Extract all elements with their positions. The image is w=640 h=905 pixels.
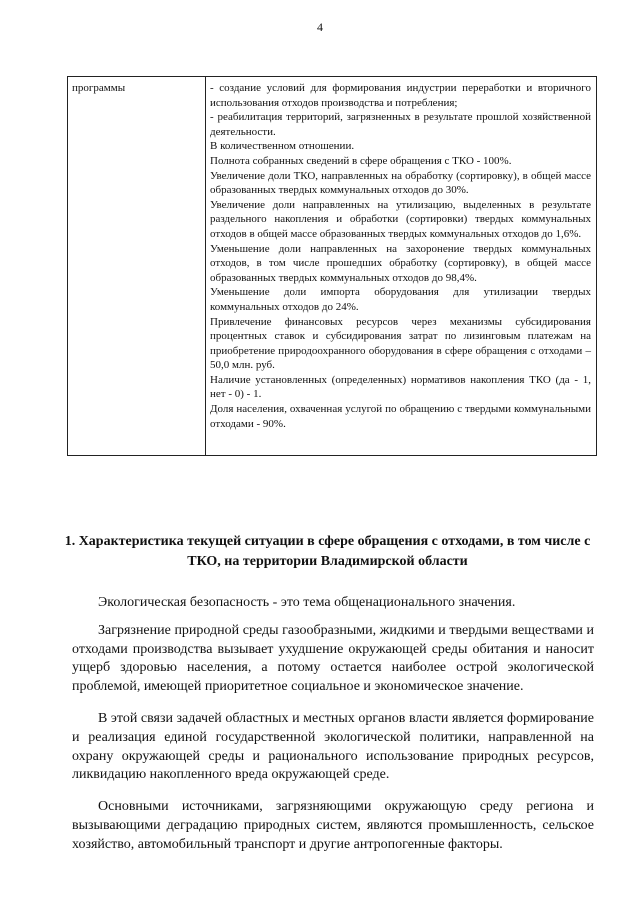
- table-label: программы: [72, 82, 126, 94]
- table-line: Увеличение доли направленных на утилизацию, выделенных в результате раздельного накопления и обработки (сортировки) твердых коммунальных отходов в общей массе образованных твердых коммунальных отходов до 1,6%.: [210, 198, 591, 240]
- table-content-cell: [206, 77, 597, 456]
- paragraph: Основными источниками, загрязняющими окружающую среду региона и вызывающими деградацию природных систем, являются промышленность, сельское хозяйство, автомобильный транспорт и другие антропогенные факторы.: [72, 799, 594, 852]
- section-heading: 1. Характеристика текущей ситуации в сфере обращения с отходами, в том числе с ТКО, на территории Владимирской области: [64, 534, 591, 569]
- table-line: Увеличение доли ТКО, направленных на обработку (сортировку), в общей массе образованных твердых коммунальных отходов до 30%.: [210, 169, 591, 197]
- table-label-cell: [68, 77, 206, 456]
- program-table: [67, 76, 597, 456]
- table-line: Доля населения, охваченная услугой по обращению с твердыми коммунальными отходами - 90%.: [210, 403, 591, 430]
- table-line: Наличие установленных (определенных) нормативов накопления ТКО (да - 1, нет - 0) - 1.: [210, 373, 591, 401]
- table-line: Привлечение финансовых ресурсов через механизмы субсидирования процентных ставок и субсидирования затрат по лизинговым платежам на приобретение природоохранного оборудования в сфере обращения с отходами – 50,0 млн. руб.: [210, 315, 591, 372]
- paragraph: В этой связи задачей областных и местных органов власти является формирование и реализация единой государственной экологической политики, направленной на охрану окружающей среды и рационального использование природных ресурсов, ликвидацию накопленного вреда окружающей среде.: [72, 710, 594, 783]
- table-line: - создание условий для формирования индустрии переработки и вторичного использования отходов производства и потребления;: [210, 82, 591, 109]
- table-line: Уменьшение доли импорта оборудования для утилизации твердых коммунальных отходов до 24%.: [210, 286, 591, 313]
- table-line: В количественном отношении.: [210, 140, 355, 153]
- table-line: - реабилитация территорий, загрязненных в результате прошлой хозяйственной деятельности.: [210, 111, 591, 138]
- section-body: [72, 594, 594, 868]
- table-line: Полнота собранных сведений в сфере обращения с ТКО - 100%.: [210, 154, 512, 167]
- table-line: Уменьшение доли направленных на захоронение твердых коммунальных отходов, в том числе прошедших обработку (сортировку), в общей массе образованных твердых коммунальных отходов до 98,4%.: [210, 242, 591, 284]
- table-row: [68, 77, 597, 456]
- paragraph: Загрязнение природной среды газообразными, жидкими и твердыми веществами и отходами производства вызывает ухудшение окружающей среды обитания и наносит ущерб здоровью населения, а потому остается наиболее острой экологической проблемой, имеющей приоритетное социальное и экономическое значение.: [72, 622, 594, 695]
- paragraph: Экологическая безопасность - это тема общенационального значения.: [98, 595, 516, 610]
- page-number: 4: [317, 20, 323, 34]
